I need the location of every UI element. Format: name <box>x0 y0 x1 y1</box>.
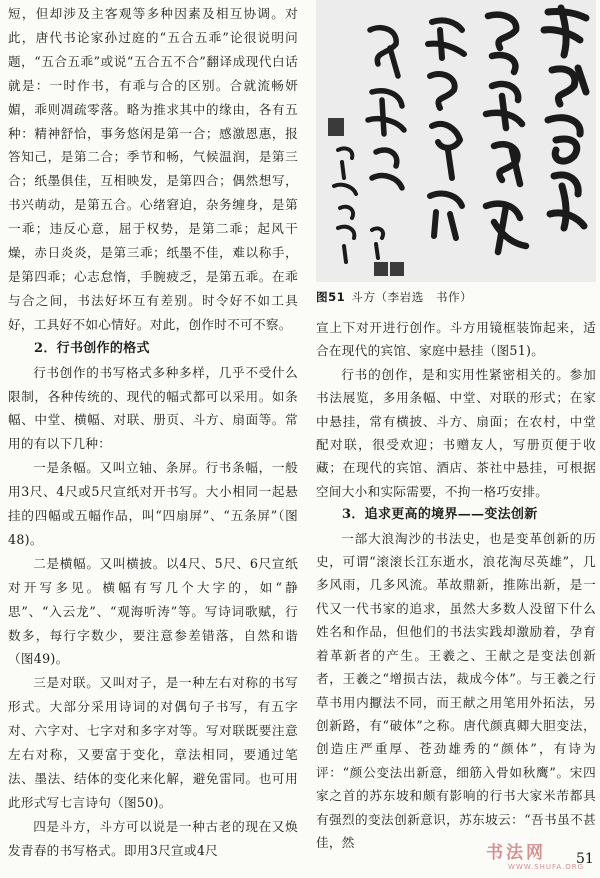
seal-stamps <box>328 118 404 276</box>
section-heading-format: 2．行书创作的格式 <box>34 340 150 356</box>
paragraph-doufang: 四是斗方，斗方可以说是一种古老的现在又焕发青春的书写格式。即用3尺宣或4尺 <box>8 818 298 858</box>
figure-caption <box>316 289 596 305</box>
paragraph-hengfu: 二是横幅。又叫横披。以4尺、5尺、6尺宣纸对开写多见。横幅有写几个大字的，如“静思”、“入云龙”、“观海听涛”等。写诗词歌赋，行数多，每行字数少，要注意参差错落，自然和谐（图49)。 <box>8 555 298 667</box>
paragraph-doufang-cont: 宣上下对开进行创作。斗方用镜框装饰起来，适合在现代的宾馆、家庭中悬挂（图51)。 <box>316 320 596 359</box>
paragraph-wuhe-wuguai: 短，但却涉及主客观等多种因素及相互协调。对此，唐代书论家孙过庭的“五合五乖”论很说明问题，“五合五乖”或说“五合五不合”翻译成现代白话就是：一时作书，有乖与合的区别。合就流畅妍媚，乖则凋疏零落。略为推求其中的缘由，各有五种：精神舒恰，事务悠闲是第一合；感激恩惠，报答知己，是第二合；季节和畅，气候温润，是第三合；纸墨俱佳，互相映发，是第四合；偶然想写，书兴萌动，是第五合。心绪窘迫，杂务缠身，是第一乖；违反心意，屈于权势，是第二乖；起风干燥，赤日炎炎，是第三乖；纸墨不佳，难以称手，是第四乖；心志怠惰，手腕疲乏，是第五乖。在乖与合之间，书法好坏互有差别。时令好不如工具好，工具好不如心情好。对此，创作时不可不察。 <box>8 6 298 332</box>
figure-number: 图51 <box>316 290 346 304</box>
paragraph-tiaofu: 一是条幅。又叫立轴、条屏。行书条幅，一般用3尺、4尺或5尺宣纸对开书写。大小相同一起悬挂的四幅或五幅作品，叫“四扇屏”、“五条屏”（图48)。 <box>8 460 298 547</box>
left-text-column <box>8 2 298 863</box>
page-number: 51 <box>576 851 594 867</box>
right-text-column <box>316 316 596 854</box>
section-heading-innovation: 3．追求更高的境界——变法创新 <box>342 507 538 523</box>
calligraphy-artwork <box>316 0 596 282</box>
site-watermark <box>486 838 590 874</box>
paragraph-duilian: 三是对联。又叫对子，是一种左右对称的书写形式。大部分采用诗词的对偶句子书写，有五字对、六字对、七字对和多字对等。写对联既要注意左右对称，又要富于变化，章法相同，要通过笔法、墨法、结体的变化来化解，避免雷同。也可用此形式写七言诗句（图50)。 <box>8 675 298 810</box>
paragraph-innovation: 一部大浪淘沙的书法史，也是变革创新的历史，可谓“滚滚长江东逝水，浪花淘尽英雄”，几多风雨，几多风流。革故鼎新，推陈出新，是一代又一代书家的追求，虽然大多数人没留下什么姓名和作品，但他们的书法实践却激励着，孕育着革新者的产生。王羲之、王献之是变法创新者，王羲之“增损古法，裁成今体”。与王羲之行草书用内擫法不同，而王献之用笔用外拓法，另创新路，有“破体”之称。唐代颜真卿大胆变法，创造庄严重厚、苍劲雄秀的“颜体”，有诗为评：“颜公变法出新意，细筋入骨如秋鹰”。宋四家之首的苏东坡和颇有影响的行书大家米芾都具有强烈的变法创新意识，苏东坡云：“吾书虽不甚佳，然 <box>316 530 596 850</box>
calligraphy-figure <box>316 0 596 282</box>
paragraph-formats-intro: 行书创作的书写格式多种多样，几乎不受什么限制，各种传统的、现代的幅式都可以采用。如条幅、中堂、横幅、对联、册页、斗方、扇面等。常用的有以下几种： <box>8 364 298 452</box>
watermark-main: 书法网 <box>486 843 546 863</box>
paragraph-practical-use: 行书的创作，是和实用性紧密相关的。参加书法展览，多用条幅、中堂、对联的形式；在家中悬挂，常有横披、斗方、扇面；在农村，中堂配对联，很受欢迎；书赠友人，写册页便于收藏；在现代的宾馆、酒店、茶社中悬挂，可根据空间大小和实际需要，不拘一格巧安排。 <box>316 366 596 499</box>
figure-caption-text: 斗方（李岩选 书作） <box>351 290 473 304</box>
watermark-url: WWW.SHUFA.ORG <box>508 863 585 871</box>
